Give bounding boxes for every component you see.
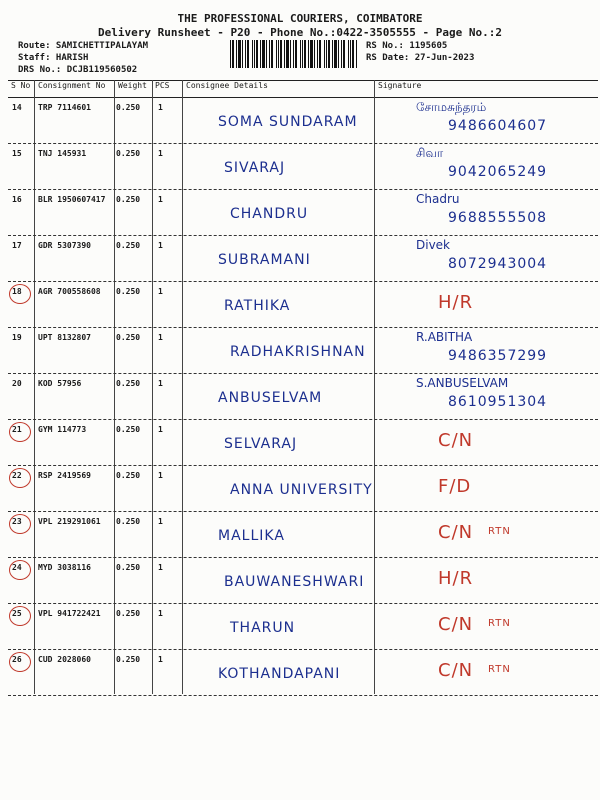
consignment-number: UPT 8132807 [38, 333, 91, 342]
table-row [8, 420, 598, 466]
consignment-number: VPL 941722421 [38, 609, 101, 618]
route-label: Route: SAMICHETTIPALAYAM [18, 41, 149, 51]
serial-number: 24 [12, 563, 22, 572]
signature-text: சோமசுந்தரம் [416, 100, 487, 114]
barcode-bar [230, 40, 231, 68]
barcode-bar [252, 40, 253, 68]
barcode-bar [245, 40, 246, 68]
consignment-number: CUD 2028060 [38, 655, 91, 664]
weight-value: 0.250 [116, 287, 141, 296]
pcs-value: 1 [158, 517, 163, 526]
barcode-bar [356, 40, 357, 68]
rs-date: RS Date: 27-Jun-2023 [366, 53, 475, 63]
signature-phone: 8610951304 [448, 394, 548, 410]
weight-value: 0.250 [116, 379, 141, 388]
consignee-name: KOTHANDAPANI [218, 666, 341, 682]
barcode-bar [242, 40, 243, 68]
col-header-signature: Signature [378, 81, 422, 90]
col-header-sno: S No [11, 81, 31, 90]
barcode-bar [278, 40, 279, 68]
serial-number: 21 [12, 425, 22, 434]
signature-text: C/N [438, 522, 474, 543]
weight-value: 0.250 [116, 333, 141, 342]
weight-value: 0.250 [116, 425, 141, 434]
serial-number: 20 [12, 379, 22, 388]
red-circle-mark [9, 284, 31, 304]
signature-phone: 9688555508 [448, 210, 548, 226]
red-circle-mark [9, 652, 31, 672]
serial-number: 16 [12, 195, 22, 204]
weight-value: 0.250 [116, 655, 141, 664]
serial-number: 18 [12, 287, 22, 296]
barcode-bar [302, 40, 303, 68]
consignment-number: TRP 7114601 [38, 103, 91, 112]
barcode-bar [310, 40, 313, 68]
consignee-name: ANBUSELVAM [218, 390, 323, 406]
barcode-bar [348, 40, 349, 68]
serial-number: 22 [12, 471, 22, 480]
table-row [8, 650, 598, 696]
signature-text: R.ABITHA [416, 330, 473, 344]
barcode-bar [286, 40, 289, 68]
signature-text: H/R [438, 292, 474, 313]
runsheet-subtitle: Delivery Runsheet - P20 - Phone No.:0422-3505555 - Page No.:2 [98, 26, 502, 39]
signature-text: S.ANBUSELVAM [416, 376, 509, 390]
barcode-bar [324, 40, 325, 68]
table-row [8, 374, 598, 420]
table-row [8, 282, 598, 328]
consignee-name: RATHIKA [224, 298, 291, 314]
weight-value: 0.250 [116, 517, 141, 526]
consignee-name: THARUN [230, 620, 296, 636]
signature-text: C/N [438, 614, 474, 635]
table-row [8, 236, 598, 282]
weight-value: 0.250 [116, 195, 141, 204]
red-circle-mark [9, 560, 31, 580]
table-row [8, 512, 598, 558]
signature-text: சிவா [416, 146, 444, 160]
barcode-bar [284, 40, 285, 68]
barcode-bar [308, 40, 309, 68]
barcode-bar [334, 40, 337, 68]
serial-number: 19 [12, 333, 22, 342]
barcode-bar [352, 40, 354, 68]
barcode-bar [300, 40, 301, 68]
barcode-bar [343, 40, 345, 68]
table-row [8, 604, 598, 650]
weight-value: 0.250 [116, 471, 141, 480]
consignment-number: BLR 1950607417 [38, 195, 106, 204]
barcode-bar [317, 40, 318, 68]
signature-text: Divek [416, 238, 451, 252]
pcs-value: 1 [158, 287, 163, 296]
barcode-bar [262, 40, 265, 68]
consignment-number: MYD 3038116 [38, 563, 91, 572]
barcode-bar [276, 40, 277, 68]
barcode-bar [326, 40, 327, 68]
pcs-value: 1 [158, 425, 163, 434]
signature-text: H/R [438, 568, 474, 589]
signature-phone: 9486357299 [448, 348, 548, 364]
table-row [8, 144, 598, 190]
signature-phone: RTN [488, 664, 511, 675]
serial-number: 23 [12, 517, 22, 526]
signature-phone: RTN [488, 526, 511, 537]
signature-phone: 9042065249 [448, 164, 548, 180]
barcode-bar [304, 40, 306, 68]
row-divider [8, 695, 598, 696]
table-row [8, 558, 598, 604]
table-row [8, 328, 598, 374]
barcode-bar [295, 40, 297, 68]
red-circle-mark [9, 422, 31, 442]
pcs-value: 1 [158, 379, 163, 388]
barcode-bar [338, 40, 339, 68]
barcode-bar [314, 40, 315, 68]
barcode-bar [256, 40, 258, 68]
pcs-value: 1 [158, 563, 163, 572]
red-circle-mark [9, 606, 31, 626]
weight-value: 0.250 [116, 241, 141, 250]
signature-text: C/N [438, 660, 474, 681]
signature-text: Chadru [416, 192, 460, 206]
weight-value: 0.250 [116, 149, 141, 158]
red-circle-mark [9, 468, 31, 488]
barcode-bar [260, 40, 261, 68]
table-row [8, 466, 598, 512]
consignee-name: ANNA UNIVERSITY [230, 482, 373, 498]
weight-value: 0.250 [116, 563, 141, 572]
consignee-name: SOMA SUNDARAM [218, 114, 358, 130]
red-circle-mark [9, 514, 31, 534]
barcode-bar [350, 40, 351, 68]
serial-number: 15 [12, 149, 22, 158]
pcs-value: 1 [158, 471, 163, 480]
consignee-name: MALLIKA [218, 528, 285, 544]
signature-phone: RTN [488, 618, 511, 629]
barcode-bar [341, 40, 342, 68]
barcode-bar [332, 40, 333, 68]
consignment-number: RSP 2419569 [38, 471, 91, 480]
consignment-number: GDR 5307390 [38, 241, 91, 250]
consignee-name: SUBRAMANI [218, 252, 311, 268]
barcode [230, 40, 360, 68]
barcode-bar [236, 40, 237, 68]
col-header-consignee: Consignee Details [186, 81, 268, 90]
signature-phone: 9486604607 [448, 118, 548, 134]
consignee-name: BAUWANESHWARI [224, 574, 365, 590]
consignee-name: SELVARAJ [224, 436, 298, 452]
barcode-bar [254, 40, 255, 68]
consignee-name: SIVARAJ [224, 160, 286, 176]
consignment-number: KOD 57956 [38, 379, 82, 388]
barcode-bar [247, 40, 249, 68]
consignment-number: AGR 700558608 [38, 287, 101, 296]
consignee-name: CHANDRU [230, 206, 309, 222]
consignee-name: RADHAKRISHNAN [230, 344, 366, 360]
pcs-value: 1 [158, 241, 163, 250]
barcode-bar [269, 40, 270, 68]
barcode-bar [266, 40, 267, 68]
signature-text: F/D [438, 476, 472, 497]
col-header-weight: Weight [118, 81, 147, 90]
company-title: THE PROFESSIONAL COURIERS, COIMBATORE [177, 12, 423, 25]
barcode-bar [293, 40, 294, 68]
drs-label: DRS No.: DCJB119560502 [18, 65, 138, 75]
barcode-bar [328, 40, 330, 68]
barcode-bar [232, 40, 234, 68]
barcode-bar [238, 40, 241, 68]
weight-value: 0.250 [116, 103, 141, 112]
weight-value: 0.250 [116, 609, 141, 618]
signature-text: C/N [438, 430, 474, 451]
pcs-value: 1 [158, 195, 163, 204]
consignment-number: VPL 219291061 [38, 517, 101, 526]
barcode-bar [280, 40, 282, 68]
table-row [8, 190, 598, 236]
table-row [8, 98, 598, 144]
serial-number: 17 [12, 241, 22, 250]
barcode-bar [319, 40, 321, 68]
consignment-number: TNJ 145931 [38, 149, 87, 158]
rs-number: RS No.: 1195605 [366, 41, 448, 51]
pcs-value: 1 [158, 103, 163, 112]
barcode-bar [271, 40, 273, 68]
col-header-consignment: Consignment No [38, 81, 106, 90]
signature-phone: 8072943004 [448, 256, 548, 272]
serial-number: 26 [12, 655, 22, 664]
pcs-value: 1 [158, 609, 163, 618]
pcs-value: 1 [158, 333, 163, 342]
barcode-bar [290, 40, 291, 68]
pcs-value: 1 [158, 149, 163, 158]
staff-label: Staff: HARISH [18, 53, 89, 63]
col-header-pcs: PCS [155, 81, 170, 90]
serial-number: 25 [12, 609, 22, 618]
serial-number: 14 [12, 103, 22, 112]
consignment-number: GYM 114773 [38, 425, 87, 434]
pcs-value: 1 [158, 655, 163, 664]
